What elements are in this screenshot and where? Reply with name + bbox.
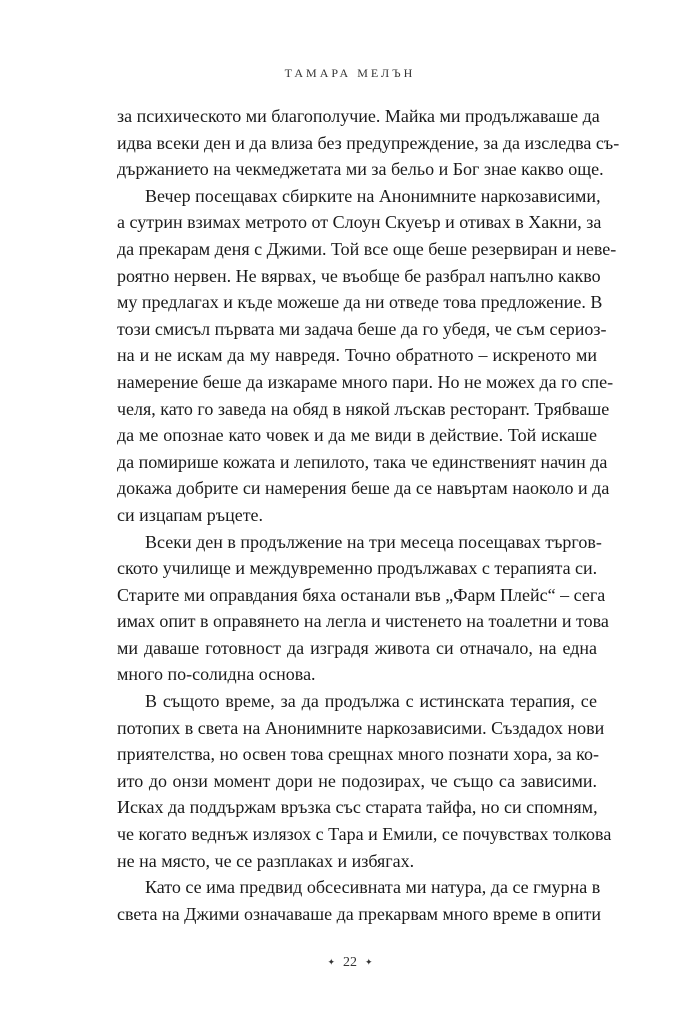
- text-line: ми даваше готовност да изградя живота си отначало, на една: [117, 637, 597, 658]
- text-line: челя, като го заведа на обяд в някой лъскав ресторант. Трябваше: [117, 398, 610, 419]
- text-line: на и не искам да му навредя. Точно обратното – искреното ми: [117, 345, 597, 366]
- text-line: Вечер посещавах сбирките на Анонимните наркозависими,: [145, 185, 601, 206]
- text-line: да прекарам деня с Джими. Той все още беше резервиран и неве-: [117, 238, 617, 259]
- text-line: докажа добрите си намерения беше да се навъртам наоколо и да: [117, 478, 610, 499]
- text-line: да помирише кожата и лепилото, така че единственият начин да: [117, 451, 608, 472]
- text-line: потопих в света на Анонимните наркозависими. Създадох нови: [117, 717, 605, 738]
- text-line: не на място, че се разплаках и избягах.: [117, 850, 415, 871]
- text-line: роятно нервен. Не вярвах, че въобще бе разбрал напълно какво: [117, 265, 601, 286]
- text-line: а сутрин взимах метрото от Слоун Скуеър и отивах в Хакни, за: [117, 212, 602, 233]
- text-line: приятелства, но освен това срещнах много познати хора, за ко-: [117, 744, 600, 765]
- text-line: света на Джими означаваше да прекарвам много време в опити: [117, 903, 602, 924]
- running-head: ТАМАРА МЕЛЪН: [284, 66, 416, 80]
- text-line: му предлагах и къде можеше да ни отведе това предложение. В: [117, 292, 603, 313]
- ornament-right-icon: ✦: [365, 957, 373, 968]
- ornament-left-icon: ✦: [327, 957, 335, 968]
- text-line: ското училище и междувременно продължавах с терапията си.: [117, 558, 598, 579]
- text-line: да ме опознае като човек и да ме види в действие. Той искаше: [117, 425, 597, 446]
- text-line: В същото време, за да продължа с истинската терапия, се: [145, 691, 597, 712]
- text-line: си изцапам ръцете.: [117, 504, 264, 525]
- text-line: много по-солидна основа.: [117, 664, 316, 685]
- text-line: идва всеки ден и да влиза без предупреждение, за да изследва съ-: [117, 132, 620, 153]
- text-line: ито до онзи момент дори не подозирах, че също са зависими.: [117, 770, 597, 791]
- text-line: за психическото ми благополучие. Майка ми продължаваше да: [117, 106, 600, 126]
- text-line: Като се има предвид обсесивната ми натура, да се гмурна в: [145, 877, 601, 898]
- text-line: този смисъл първата ми задача беше да го убедя, че съм сериоз-: [117, 318, 607, 339]
- text-line: държанието на чекмеджетата ми за бельо и Бог знае какво още.: [117, 159, 604, 180]
- text-line: намерение беше да изкараме много пари. Но не можех да го спе-: [117, 371, 614, 392]
- text-line: че когато веднъж излязох с Тара и Емили, се почувствах толкова: [117, 824, 612, 845]
- text-line: Всеки ден в продължение на три месеца посещавах търгов-: [145, 531, 602, 552]
- page-folio: [0, 955, 700, 971]
- text-line: имах опит в оправянето на легла и чистенето на тоалетни и това: [117, 611, 609, 632]
- text-line: Исках да поддържам връзка със старата тайфа, но си спомням,: [117, 797, 598, 818]
- body-text: [117, 103, 620, 927]
- text-line: Старите ми оправдания бяха останали във „Фарм Плейс“ – сега: [117, 584, 606, 605]
- page-number: 22: [343, 955, 357, 970]
